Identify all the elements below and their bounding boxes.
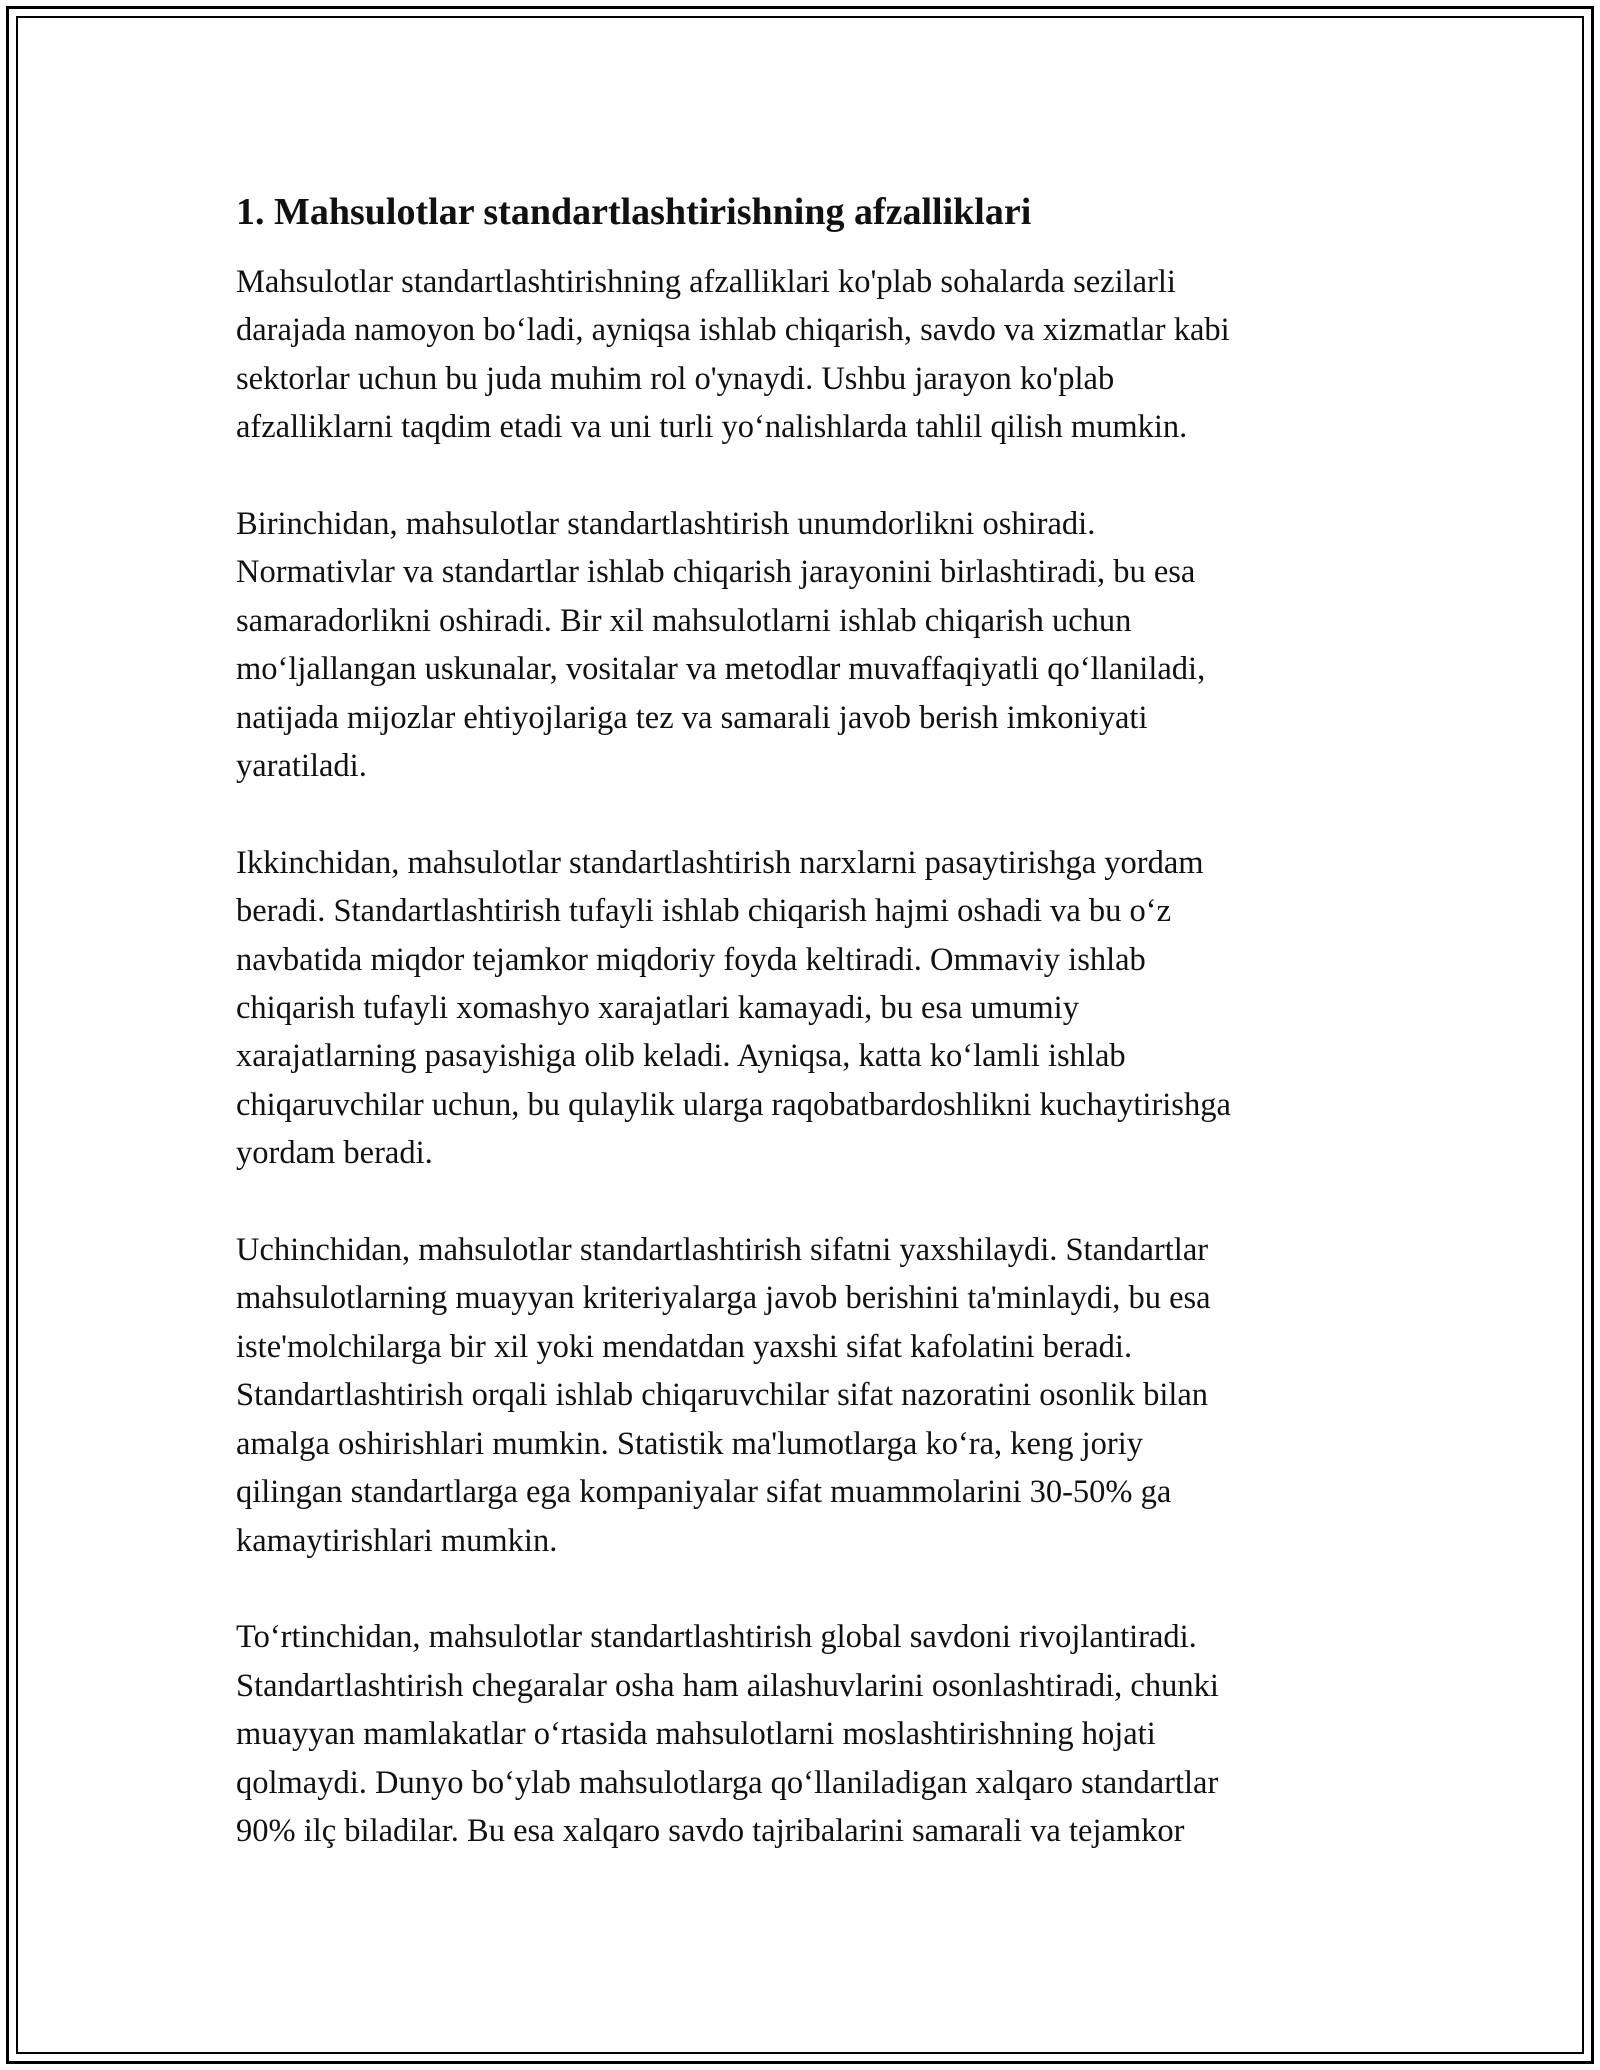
paragraph-second-benefit: Ikkinchidan, mahsulotlar standartlashtirish narxlarni pasaytirishga yordam beradi. Standartlashtirish tufayli ishlab chiqarish hajmi oshadi va bu o‘z navbatida miqdor tejamkor miqdoriy foyda keltiradi. Ommaviy ishlab chiqarish tufayli xomashyo xarajatlari kamayadi, bu esa umumiy xarajatlarning pasayishiga olib keladi. Ayniqsa, katta ko‘lamli ishlab chiqaruvchilar uchun, bu qulaylik ularga raqobatbardoshlikni kuchaytirishga yordam beradi. <box>236 844 1231 1172</box>
paragraph-intro: Mahsulotlar standartlashtirishning afzalliklari ko'plab sohalarda sezilarli darajada namoyon bo‘ladi, ayniqsa ishlab chiqarish, savdo va xizmatlar kabi sektorlar uchun bu juda muhim rol o'ynaydi. Ushbu jarayon ko'plab afzalliklarni taqdim etadi va uni turli yo‘nalishlarda tahlil qilish mumkin. <box>236 264 1230 446</box>
paragraph-fourth-benefit: To‘rtinchidan, mahsulotlar standartlashtirish global savdoni rivojlantiradi. Standartlashtirish chegaralar osha ham ailashuvlarini osonlashtiradi, chunki muayyan mamlakatlar o‘rtasida mahsulotlarni moslashtirishning hojati qolmaydi. Dunyo bo‘ylab mahsulotlarga qo‘llaniladigan xalqaro standartlar 90% ilç biladilar. Bu esa xalqaro savdo tajribalarini samarali va tejamkor <box>236 1619 1219 1849</box>
paragraph-first-benefit: Birinchidan, mahsulotlar standartlashtirish unumdorlikni oshiradi. Normativlar va standartlar ishlab chiqarish jarayonini birlashtiradi, bu esa samaradorlikni oshiradi. Bir xil mahsulotlarni ishlab chiqarish uchun mo‘ljallangan uskunalar, vositalar va metodlar muvaffaqiyatli qo‘llaniladi, natijada mijozlar ehtiyojlariga tez va samarali javob berish imkoniyati yaratiladi. <box>236 506 1206 785</box>
document-body <box>236 188 1366 1904</box>
paragraph-third-benefit: Uchinchidan, mahsulotlar standartlashtirish sifatni yaxshilaydi. Standartlar mahsulotlarning muayyan kriteriyalarga javob berishini ta'minlaydi, bu esa iste'molchilarga bir xil yoki mendatdan yaxshi sifat kafolatini beradi. Standartlashtirish orqali ishlab chiqaruvchilar sifat nazoratini osonlik bilan amalga oshirishlari mumkin. Statistik ma'lumotlarga ko‘ra, keng joriy qilingan standartlarga ega kompaniyalar sifat muammolarini 30-50% ga kamaytirishlari mumkin. <box>236 1232 1211 1559</box>
section-heading: 1. Mahsulotlar standartlashtirishning afzalliklari <box>236 191 1032 233</box>
